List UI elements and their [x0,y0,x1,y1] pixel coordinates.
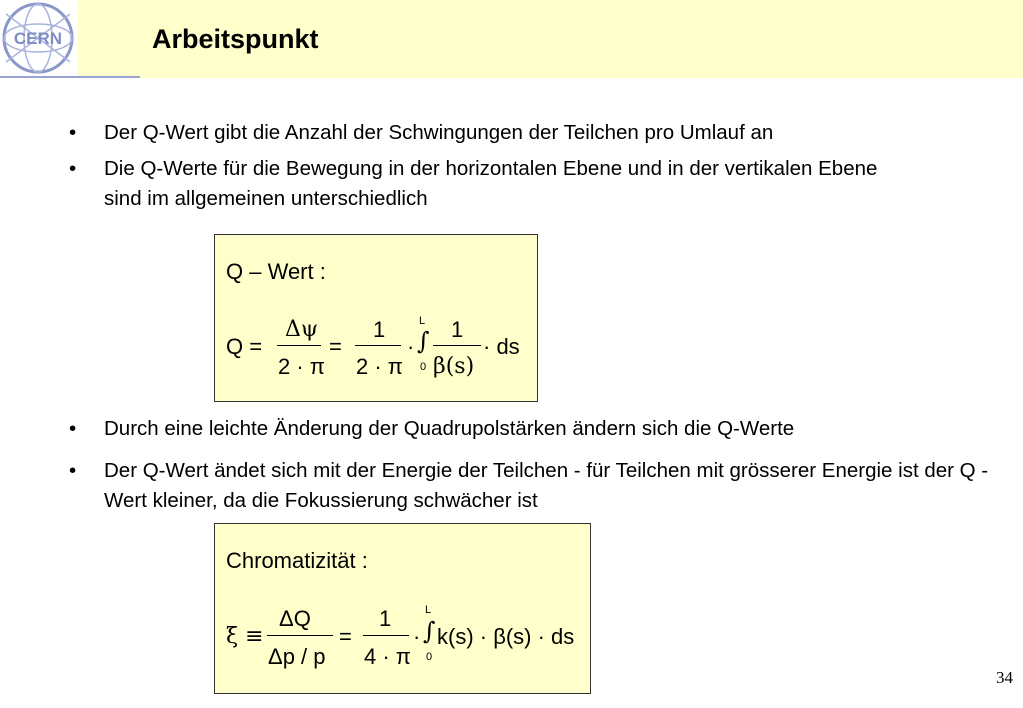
fraction-numerator: 1 [451,317,464,342]
formula-heading: Q – Wert : [226,259,326,284]
formula-heading: Chromatizität : [226,548,368,573]
formula-tail: · ds [483,334,520,359]
bullet-icon: • [69,121,77,144]
integral-icon: ∫ [417,327,430,355]
bullet-icon: • [69,157,77,180]
fraction-numerator: 1 [373,317,386,342]
chromaticity-formula-box [214,523,591,694]
integral-lower-limit: 0 [426,651,433,663]
list-item: • Die Q-Werte für die Bewegung in der horizontalen Ebene und in der vertikalen Ebene sind im allgemeinen unterschiedlich [64,154,904,214]
fraction-bar [277,345,321,346]
equals-sign: = [339,624,352,649]
fraction-denominator: 2 · π [278,354,325,379]
fraction-numerator: 1 [379,606,392,631]
formula-lhs: ξ ≡ [226,624,264,649]
multiply-dot: · [413,624,421,649]
integral-lower-limit: 0 [420,361,427,373]
integral-icon: ∫ [423,617,436,645]
fraction-bar [355,345,401,346]
bullet-icon: • [69,459,77,482]
cern-logo [0,0,78,78]
integral-upper-limit: L [419,315,426,327]
fraction-denominator: Δp / p [268,644,326,669]
fraction-denominator: 2 · π [356,354,403,379]
list-item: • Der Q-Wert gibt die Anzahl der Schwingungen der Teilchen pro Umlauf an [64,118,904,148]
fraction-bar [363,635,409,636]
list-item: • Der Q-Wert ändet sich mit der Energie der Teilchen - für Teilchen mit grösserer Energie ist der Q - Wert kleiner, da die Fokussierung schwächer ist [64,456,1004,516]
fraction-denominator: β(s) [433,354,475,379]
svg-text:CERN: CERN [13,29,63,48]
header-divider [0,76,140,78]
fraction-denominator: 4 · π [364,644,411,669]
bullet-list-bottom [64,414,1004,516]
formula-lhs: Q = [226,334,263,359]
multiply-dot: · [407,334,415,359]
bullet-list-top [64,118,904,214]
bullet-icon: • [69,417,77,440]
page-number: 34 [996,668,1013,687]
integrand: k(s) · β(s) · ds [437,624,575,649]
integral-upper-limit: L [425,604,432,616]
fraction-bar [433,345,481,346]
q-value-formula-box [214,234,538,402]
fraction-bar [267,635,333,636]
fraction-numerator: Δψ [285,317,319,342]
fraction-numerator: ΔQ [279,606,311,631]
list-item: • Durch eine leichte Änderung der Quadrupolstärken ändern sich die Q-Werte [64,414,1004,444]
slide-title: Arbeitspunkt [152,24,319,54]
slide-header [0,0,1023,78]
equals-sign: = [329,334,342,359]
